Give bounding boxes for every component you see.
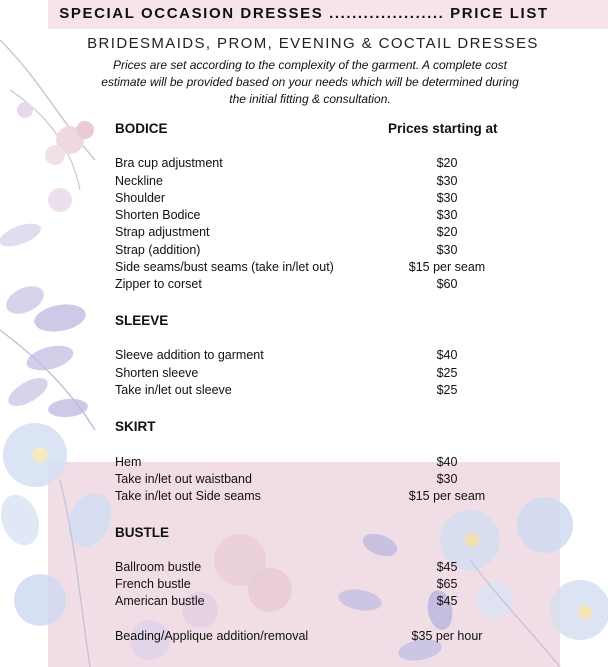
item-price: $20 (436, 156, 458, 170)
section-title-bodice: BODICE (115, 121, 168, 136)
price-row (115, 383, 495, 400)
item-label: Shorten Bodice (115, 208, 201, 222)
section-title-skirt: SKIRT (115, 419, 156, 434)
page-subtitle: BRIDESMAIDS, PROM, EVENING & COCTAIL DRESSES (87, 35, 539, 52)
price-row (115, 277, 495, 294)
item-label: Side seams/bust seams (take in/let out) (115, 260, 334, 274)
item-price: $60 (436, 277, 458, 291)
price-row (115, 191, 495, 208)
price-row (115, 594, 495, 611)
intro-text: Prices are set according to the complexity of the garment. A complete cost estimate will be provided based on your needs which will be determined during the initial fitting & consultation. (101, 58, 519, 106)
item-price: $15 per seam (408, 489, 486, 503)
prices-column-header: Prices starting at (388, 121, 498, 136)
item-price: $65 (436, 577, 458, 591)
price-row (115, 348, 495, 365)
item-label: French bustle (115, 577, 191, 591)
item-label: Zipper to corset (115, 277, 202, 291)
price-row (115, 243, 495, 260)
item-price: $25 (436, 383, 458, 397)
item-price: $15 per seam (408, 260, 486, 274)
item-price: $30 (436, 243, 458, 257)
item-price: $30 (436, 191, 458, 205)
price-row (115, 174, 495, 191)
price-row (115, 629, 495, 646)
item-price: $45 (436, 594, 458, 608)
item-price: $40 (436, 348, 458, 362)
page-title: SPECIAL OCCASION DRESSES .................... PRICE LIST (59, 5, 549, 22)
item-price: $25 (436, 366, 458, 380)
item-price: $30 (436, 208, 458, 222)
item-label: American bustle (115, 594, 205, 608)
price-row (115, 472, 495, 489)
item-price: $45 (436, 560, 458, 574)
price-row (115, 577, 495, 594)
item-label: Take in/let out Side seams (115, 489, 261, 503)
price-row (115, 560, 495, 577)
item-label: Ballroom bustle (115, 560, 202, 574)
item-label: Bra cup adjustment (115, 156, 223, 170)
price-row (115, 455, 495, 472)
item-label: Beading/Applique addition/removal (115, 629, 309, 643)
item-label: Take in/let out waistband (115, 472, 252, 486)
price-row (115, 208, 495, 225)
item-price: $30 (436, 472, 458, 486)
item-label: Shoulder (115, 191, 166, 205)
price-row (115, 489, 495, 506)
item-label: Strap adjustment (115, 225, 210, 239)
section-title-sleeve: SLEEVE (115, 313, 169, 328)
price-row (115, 156, 495, 173)
price-row (115, 260, 495, 277)
item-label: Shorten sleeve (115, 366, 199, 380)
item-label: Take in/let out sleeve (115, 383, 232, 397)
section-title-bustle: BUSTLE (115, 525, 169, 540)
price-row (115, 366, 495, 383)
item-label: Hem (115, 455, 142, 469)
item-label: Strap (addition) (115, 243, 201, 257)
item-price: $35 per hour (411, 629, 483, 643)
item-label: Neckline (115, 174, 163, 188)
item-price: $40 (436, 455, 458, 469)
price-row (115, 225, 495, 242)
item-price: $30 (436, 174, 458, 188)
item-label: Sleeve addition to garment (115, 348, 264, 362)
item-price: $20 (436, 225, 458, 239)
